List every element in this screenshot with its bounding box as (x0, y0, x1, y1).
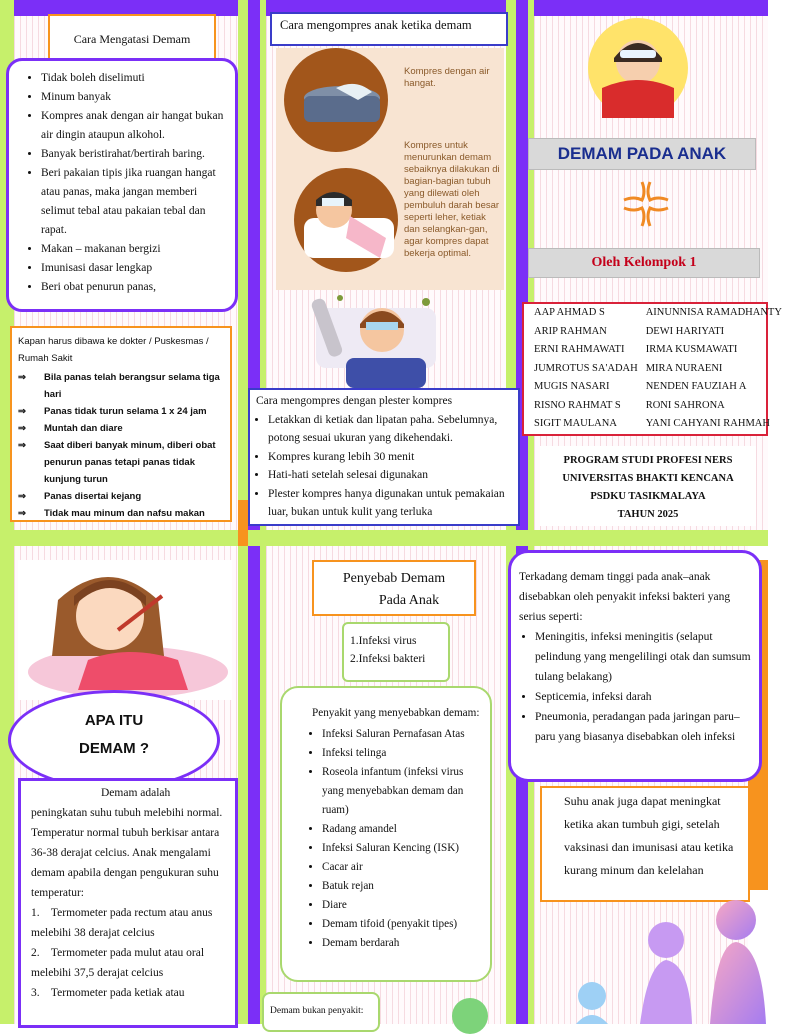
tip-item: • Imunisasi dasar lengkap (41, 259, 227, 278)
doctor-item (18, 505, 224, 522)
member-row (530, 323, 786, 342)
plester-item: • Kompres kurang lebih 30 menit (268, 448, 512, 467)
sick-boy-illustration (588, 18, 688, 118)
caption-body-parts: Kompres untuk menurunkan demam sebaiknya dilakukan di bagian-bagian tubuh yang dilewati oleh pembuluh darah besar seperti leher, ketiak dan selangkan-gan, agar kompres dapat bekerja optimal. (404, 140, 500, 259)
tip-item: • Beri pakaian tipis jika ruangan hangat atau panas, maka jangan memberi selimut tebal atau pakaian tebal dan rapat. (41, 164, 227, 240)
infection-types-list (350, 632, 442, 668)
member-name: ERNI RAHMAWATI (534, 344, 625, 355)
panel2-title: Cara mengompres anak ketika demam (270, 12, 508, 46)
doctor-item (18, 488, 224, 505)
cause-item: 2.Infeksi bakteri (350, 653, 426, 665)
member-name: MIRA NURAENI (645, 362, 723, 374)
doctor-item-text: Panas tidak turun selama 1 x 24 jam (44, 406, 207, 417)
member-name: NENDEN FAUZIAH A (645, 381, 747, 392)
member-name: MUGIS NASARI (534, 381, 610, 392)
arrow-icon: ⇒ (18, 406, 26, 417)
member-row (530, 304, 786, 323)
compress-illustration (276, 48, 504, 290)
measurement-list (31, 903, 225, 1003)
sick-child-bed-illustration (306, 288, 446, 388)
flower-logo-icon (620, 178, 672, 230)
serious-item: • Septicemia, infeksi darah (535, 687, 751, 707)
middle-border (0, 530, 768, 546)
measure-item: 2. Termometer pada mulut atau oral melebihi 37,5 derajat celcius (31, 947, 205, 979)
footer-line: PROGRAM STUDI PROFESI NERS (563, 455, 733, 466)
tip-item: • Tidak boleh diselimuti (41, 69, 227, 88)
teething-note: Suhu anak juga dapat meningkat ketika akan tumbuh gigi, setelah vaksinasi dan imunisasi atau ketika kurang minum dan kelelahan (564, 794, 734, 877)
tip-item: • Makan – makanan bergizi (41, 240, 227, 259)
footer-line: PSDKU TASIKMALAYA (590, 491, 706, 502)
children-silhouettes (570, 900, 768, 1024)
arrow-icon: ⇒ (18, 423, 26, 434)
causes-title-line-1: Penyebab Demam (342, 571, 446, 586)
disease-item: • Radang amandel (322, 820, 482, 839)
green-circle-decoration (452, 998, 488, 1034)
disease-item: • Demam tifoid (penyakit tipes) (322, 915, 482, 934)
tip-item: • Minum banyak (41, 88, 227, 107)
member-name: AAP AHMAD S (534, 307, 605, 318)
doctor-item-text: Saat diberi banyak minum, diberi obat penurun panas tetapi panas tidak kunjung turun (44, 440, 216, 485)
disease-item: • Demam berdarah (322, 934, 482, 953)
bubble-line-1: APA ITU (84, 712, 144, 729)
footer-line: TAHUN 2025 (617, 509, 679, 520)
serious-infection-card (508, 550, 762, 782)
serious-list (519, 627, 751, 747)
doctor-item (18, 437, 224, 488)
doctor-list (18, 369, 224, 522)
doctor-card (10, 326, 232, 522)
group-label: Oleh Kelompok 1 (591, 255, 697, 270)
disease-item: • Infeksi telinga (322, 744, 482, 763)
tip-item: • Banyak beristirahat/bertirah baring. (41, 145, 227, 164)
bubble-line-2: DEMAM ? (79, 740, 149, 757)
disease-item: • Batuk rejan (322, 877, 482, 896)
not-disease-text: Demam bukan penyakit: (270, 1006, 364, 1016)
member-name: RONI SAHRONA (645, 399, 725, 411)
definition-text: Demam adalah peningkatan suhu tubuh melebihi normal. Temperatur normal tubuh berkisar antara 36-38 derajat celcius. Anak mengalami demam apabila dengan pengukuran suhu temperatur: (31, 787, 223, 899)
member-name: JUMROTUS SA'ADAH (534, 362, 638, 374)
diseases-list (312, 725, 482, 953)
girl-thermometer-illustration (18, 560, 232, 700)
doctor-item (18, 369, 224, 403)
cause-item: 1.Infeksi virus (350, 635, 417, 647)
doctor-item (18, 420, 224, 437)
tips-card (6, 58, 238, 312)
title-banner (528, 138, 756, 170)
member-row (530, 415, 786, 434)
member-name: YANI CAHYANI RAHMAH (645, 418, 770, 429)
member-name: ARIP RAHMAN (534, 325, 607, 337)
institution-footer (540, 452, 756, 524)
plester-card (248, 388, 520, 526)
member-name: RISNO RAHMAT S (534, 399, 621, 411)
causes-title-line-2: Pada Anak (378, 593, 440, 608)
plester-title: Cara mengompres dengan plester kompres (256, 395, 453, 407)
caption-warm-water: Kompres dengan air hangat. (404, 66, 490, 89)
tip-item: • Beri obat penurun panas, (41, 278, 227, 297)
arrow-icon: ⇒ (18, 372, 26, 383)
plester-item: • Letakkan di ketiak dan lipatan paha. Sebelumnya, potong sesuai ukuran yang dikehendaki. (268, 411, 512, 448)
causes-title (312, 560, 476, 616)
diseases-intro: Penyakit yang menyebabkan demam: (312, 707, 480, 719)
disease-item: • Roseola infantum (infeksi virus yang menyebabkan demam dan ruam) (322, 763, 482, 820)
doctor-item-text: Panas disertai kejang (44, 491, 142, 502)
measure-item: 1. Termometer pada rectum atau anus melebihi 38 derajat celcius (31, 907, 213, 939)
doctor-title: Kapan harus dibawa ke dokter / Puskesmas / Rumah Sakit (18, 336, 209, 364)
panel1-title: Cara Mengatasi Demam (48, 14, 216, 64)
members-card (522, 302, 782, 436)
teething-note-card (540, 786, 750, 902)
serious-item: • Meningitis, infeksi meningitis (selaput pelindung yang mengelilingi otak dan sumsum tulang belakang) (535, 627, 751, 687)
serious-intro: Terkadang demam tinggi pada anak–anak disebabkan oleh penyakit infeksi bakteri yang serius seperti: (519, 571, 731, 623)
tip-item: • Kompres anak dengan air hangat bukan air dingin ataupun alkohol. (41, 107, 227, 145)
disease-item: • Cacar air (322, 858, 482, 877)
infection-types-card (342, 622, 450, 682)
member-name: AINUNNISA RAMADHANTY (645, 307, 782, 318)
bubble-text (11, 693, 217, 763)
corner-accent (238, 500, 248, 546)
speech-bubble (8, 690, 220, 790)
arrow-icon: ⇒ (18, 491, 26, 502)
disease-item: • Infeksi Saluran Kencing (ISK) (322, 839, 482, 858)
disease-item: • Diare (322, 896, 482, 915)
footer-line: UNIVERSITAS BHAKTI KENCANA (562, 473, 734, 484)
member-name: DEWI HARIYATI (645, 325, 725, 337)
diseases-card (280, 686, 492, 982)
measure-item: 3. Termometer pada ketiak atau (31, 987, 185, 999)
serious-item: • Pneumonia, peradangan pada jaringan paru–paru yang biasanya disebabkan oleh infeksi (535, 707, 751, 747)
plester-item: • Hati-hati setelah selesai digunakan (268, 466, 512, 485)
main-title: DEMAM PADA ANAK (557, 144, 727, 163)
tips-list (23, 69, 227, 297)
doctor-item-text: Bila panas telah berangsur selama tiga hari (44, 372, 220, 400)
footer-card (540, 446, 756, 526)
doctor-item-text: Muntah dan diare (44, 423, 123, 434)
members-table (530, 304, 786, 434)
not-disease-card (262, 992, 380, 1032)
definition-card (18, 778, 238, 1028)
arrow-icon: ⇒ (18, 440, 26, 451)
member-row (530, 378, 786, 397)
member-name: SIGIT MAULANA (534, 418, 617, 429)
plester-item: • Plester kompres hanya digunakan untuk pemakaian luar, bukan untuk kulit yang terluka (268, 485, 512, 522)
arrow-icon: ⇒ (18, 508, 26, 519)
doctor-item-text: Tidak mau minum dan nafsu makan (44, 508, 205, 519)
member-name: IRMA KUSMAWATI (645, 344, 738, 355)
member-row (530, 360, 786, 379)
group-banner (528, 248, 760, 278)
member-row (530, 397, 786, 416)
doctor-item (18, 403, 224, 420)
disease-item: • Infeksi Saluran Pernafasan Atas (322, 725, 482, 744)
member-row (530, 341, 786, 360)
plester-list (256, 411, 512, 522)
